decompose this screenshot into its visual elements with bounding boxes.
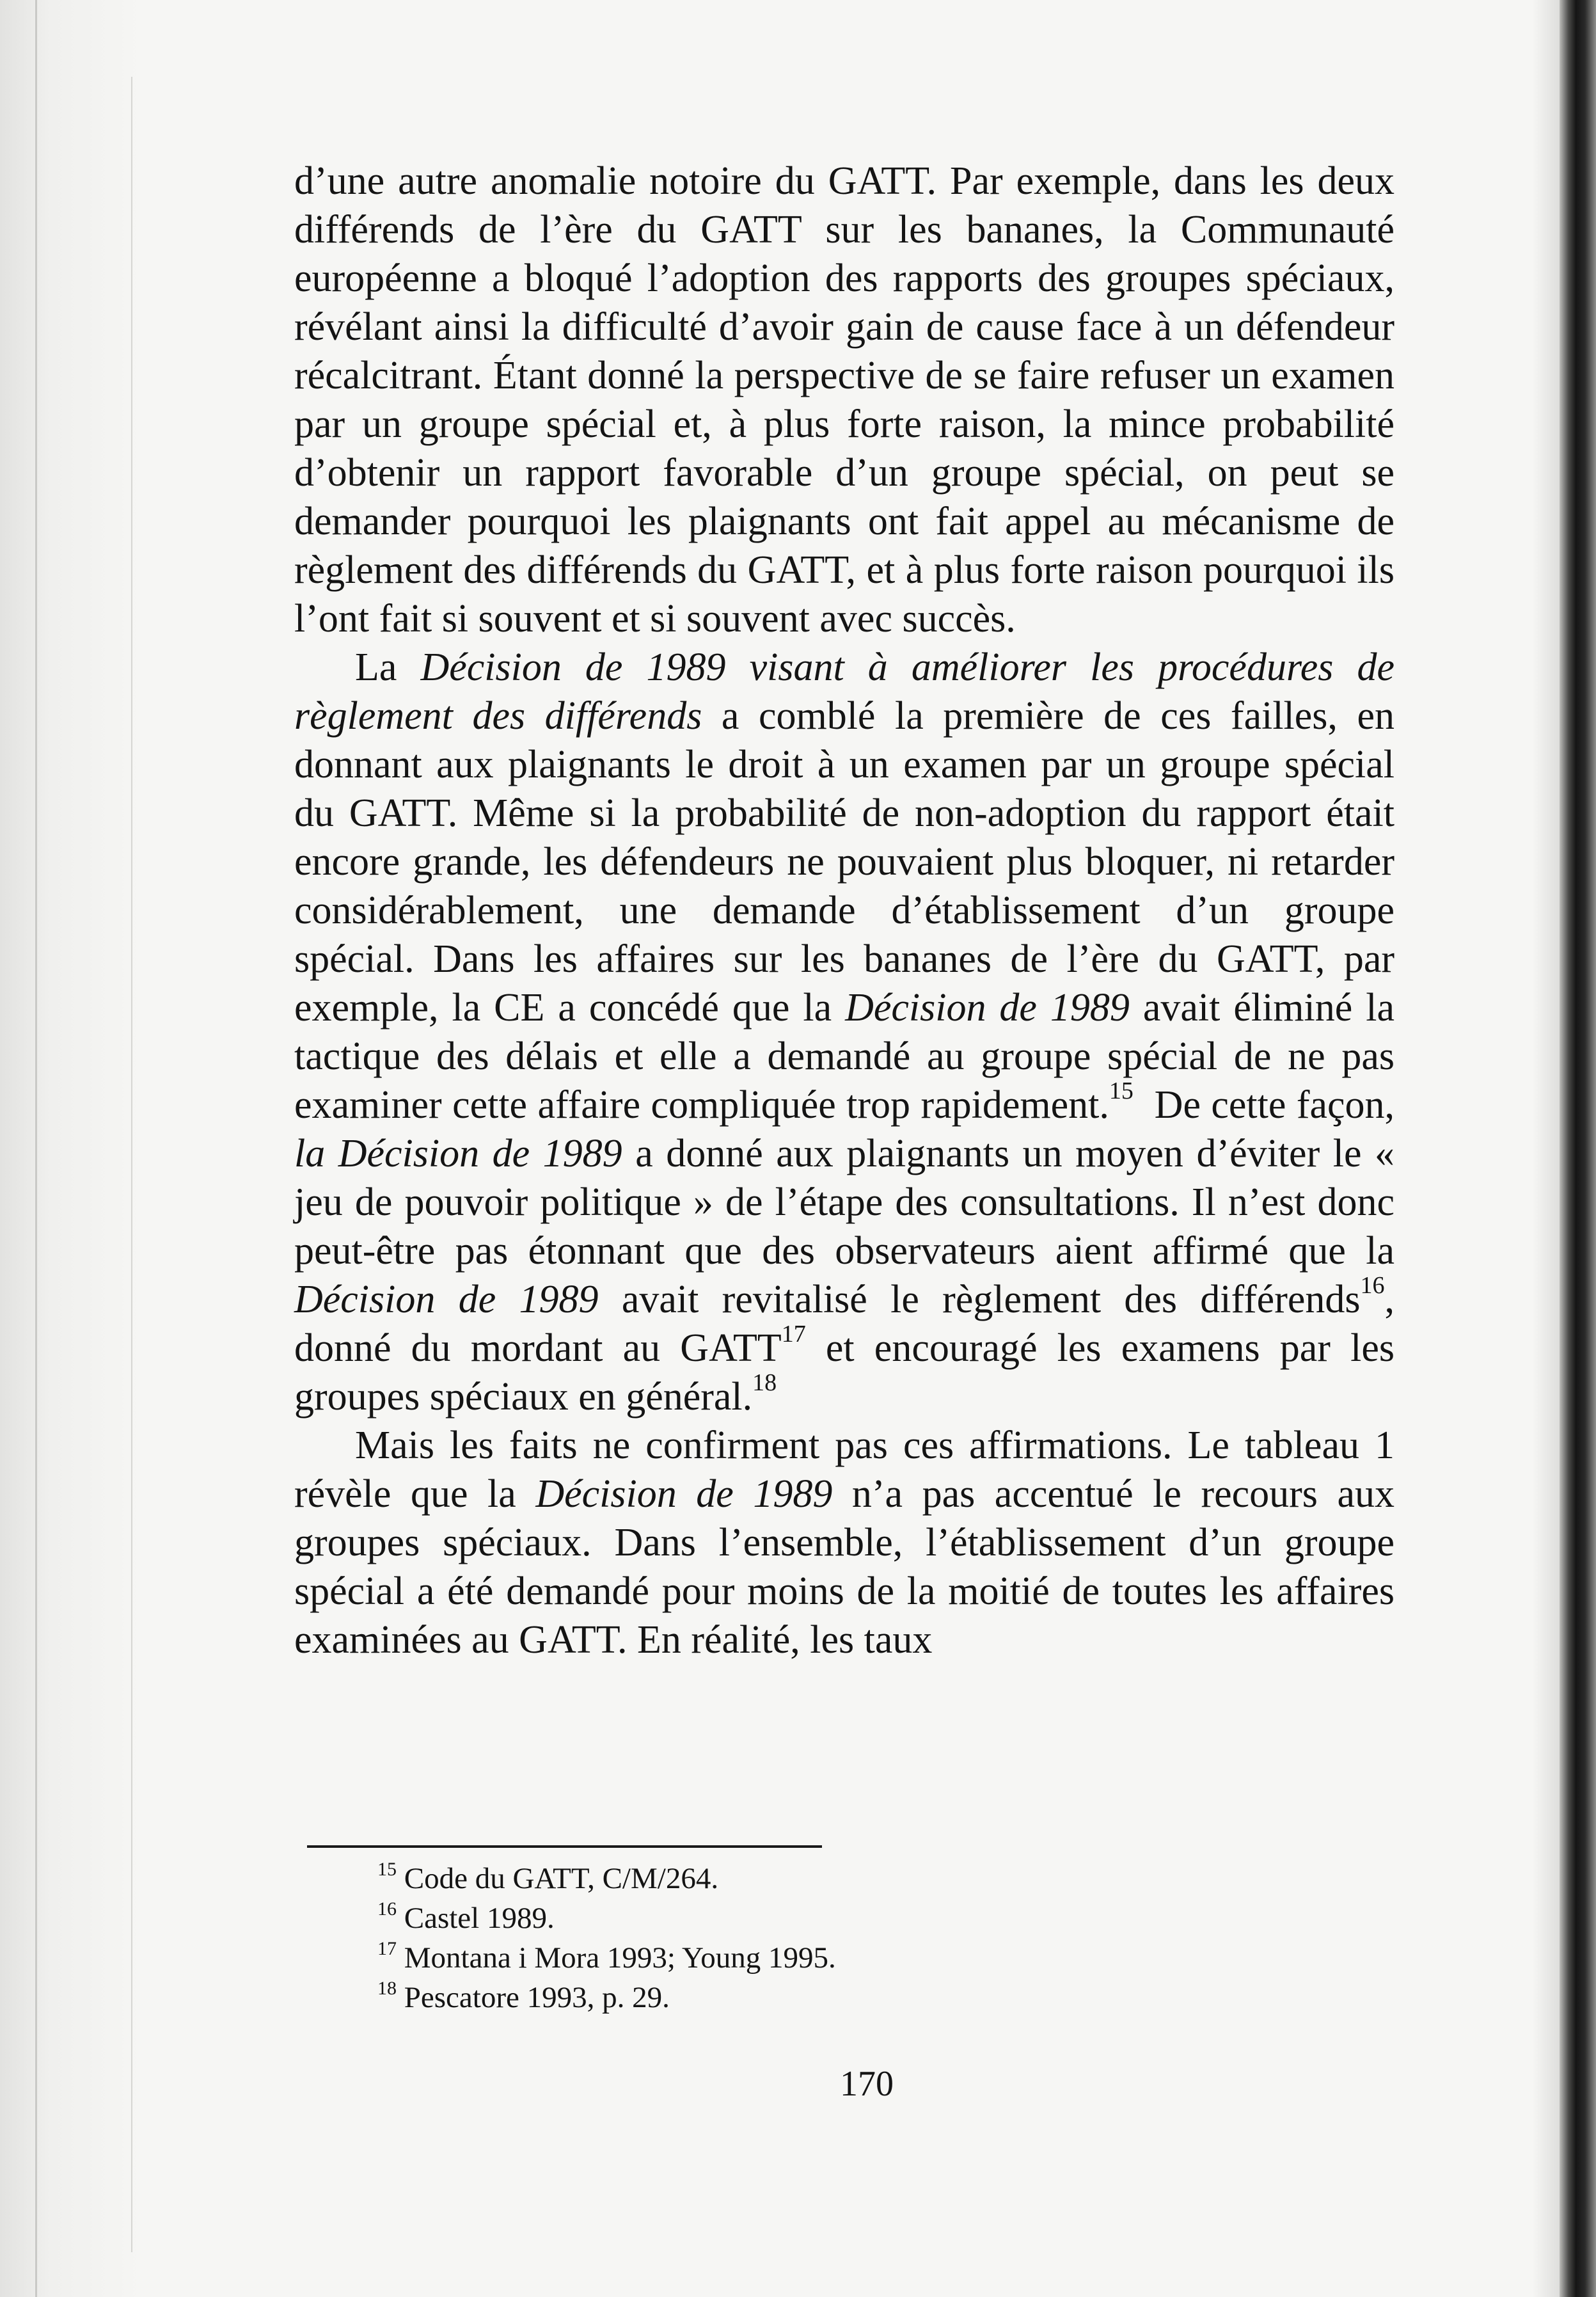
- footnote-text: Montana i Mora 1993; Young 1995.: [404, 1941, 836, 1975]
- footnote-text: Pescatore 1993, p. 29.: [404, 1981, 670, 2014]
- footnote-number: 18: [377, 1978, 397, 1999]
- italic-title: Décision de 1989 visant à améliorer les procédures de règlement des différends: [294, 646, 1395, 738]
- page-number: 170: [840, 2064, 894, 2104]
- text-run: avait revitalisé le règlement des différends: [598, 1278, 1361, 1321]
- text-run: Mais les faits ne confirment pas ces affirmations. Le tableau 1 révèle que la: [294, 1424, 1395, 1516]
- footnote-ref-18: 18: [752, 1369, 777, 1396]
- text-run: a comblé la première de ces failles, en donnant aux plaignants le droit à un examen par un groupe spécial du GATT. Même si la probabilité de non-adoption du rapport était encore grande, les défendeurs ne pouvaient plus bloquer, ni retarder considérablement, une demande d’établissement d’un groupe spécial. Dans les affaires sur les bananes de l’ère du GATT, par exemple, la CE a concédé que la: [294, 694, 1395, 1029]
- text-run: De cette façon,: [1133, 1083, 1405, 1127]
- footnote-ref-15: 15: [1109, 1077, 1134, 1104]
- footnote-number: 17: [377, 1938, 397, 1959]
- page-edge-line: [131, 77, 132, 2252]
- page-edge-line: [35, 0, 37, 2297]
- left-page-edge: [0, 0, 144, 2297]
- italic-title: Décision de 1989: [535, 1472, 833, 1516]
- footnote-text: Castel 1989.: [404, 1902, 555, 1935]
- text-run: , donné du mordant au GATT: [294, 1278, 1395, 1370]
- binding-shadow: [1532, 0, 1561, 2297]
- body-text: [294, 157, 1405, 1664]
- paragraph-3: [294, 1421, 1395, 1664]
- footnote: [377, 1859, 1273, 1898]
- paragraph-1: d’une autre anomalie notoire du GATT. Par exemple, dans les deux différends de l’ère du GATT sur les bananes, la Communauté européenne a bloqué l’adoption des rapports des groupes spéciaux, révélant ainsi la difficulté d’avoir gain de cause face à un défendeur récalcitrant. Étant donné la perspective de se faire refuser un examen par un groupe spécial et, à plus forte raison, la mince probabilité d’obtenir un rapport favorable d’un groupe spécial, on peut se demander pourquoi les plaignants ont fait appel au mécanisme de règlement des différends du GATT, et à plus forte raison pourquoi ils l’ont fait si souvent et si souvent avec succès.: [294, 159, 1395, 640]
- footnote: [377, 1978, 1273, 2017]
- italic-title: la Décision de 1989: [294, 1132, 622, 1175]
- text-run: avait éliminé la tactique des délais et elle a demandé au groupe spécial de ne pas examiner cette affaire compliquée trop rapidement.: [294, 986, 1395, 1127]
- footnote-number: 16: [377, 1898, 397, 1919]
- footnote: [377, 1938, 1273, 1978]
- footnotes: [377, 1859, 1273, 2017]
- footnote-rule: [307, 1845, 822, 1848]
- footnote-ref-16: 16: [1360, 1272, 1385, 1299]
- text-run: a donné aux plaignants un moyen d’éviter le « jeu de pouvoir politique » de l’étape des consultations. Il n’est donc peut-être pas étonnant que des observateurs aient affirmé que la: [294, 1132, 1395, 1273]
- footnote-text: Code du GATT, C/M/264.: [404, 1862, 719, 1895]
- footnote: [377, 1898, 1273, 1938]
- text-run: La: [355, 646, 421, 689]
- book-binding: [1560, 0, 1596, 2297]
- italic-title: Décision de 1989: [294, 1278, 599, 1321]
- text-run: et encouragé les examens par les groupes spéciaux en général.: [294, 1326, 1395, 1419]
- footnote-ref-17: 17: [781, 1321, 806, 1347]
- paragraph-2: [294, 643, 1405, 1421]
- footnote-number: 15: [377, 1859, 397, 1880]
- italic-title: Décision de 1989: [845, 986, 1130, 1029]
- text-run: n’a pas accentué le recours aux groupes spéciaux. Dans l’ensemble, l’établissement d’un groupe spécial a été demandé pour moins de la moitié de toutes les affaires examinées au GATT. En réalité, les taux: [294, 1472, 1395, 1662]
